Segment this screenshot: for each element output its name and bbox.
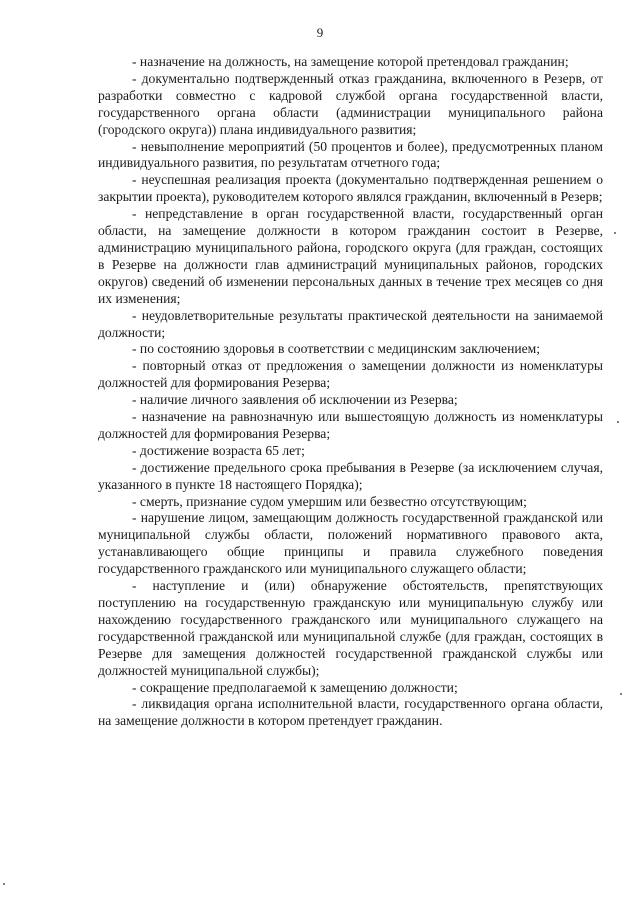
list-item: - повторный отказ от предложения о замещении должности из номенклатуры должностей для формирования Резерва; bbox=[98, 358, 603, 391]
page-number: 9 bbox=[316, 25, 324, 40]
list-item: - смерть, признание судом умершим или безвестно отсутствующим; bbox=[132, 493, 527, 509]
list-item: - наличие личного заявления об исключении из Резерва; bbox=[132, 392, 458, 408]
list-item: - по состоянию здоровья в соответствии с медицинским заключением; bbox=[132, 341, 541, 357]
list-item: - невыполнение мероприятий (50 процентов и более), предусмотренных планом индивидуального развития, по результатам отчетного года; bbox=[98, 138, 603, 171]
scan-speck bbox=[620, 693, 622, 695]
list-item: - документально подтвержденный отказ гражданина, включенного в Резерв, от разработки совместно с кадровой службой органа государственной власти, государственного органа области (администрации муниципального района (городского округа)) плана индивидуального развития; bbox=[98, 70, 603, 137]
list-item: - неудовлетворительные результаты практической деятельности на занимаемой должности; bbox=[98, 307, 603, 340]
list-item: - сокращение предполагаемой к замещению должности; bbox=[132, 679, 458, 695]
list-item: - достижение возраста 65 лет; bbox=[132, 442, 305, 458]
list-item: - нарушение лицом, замещающим должность государственной гражданской или муниципальной службы области, положений нормативного правового акта, устанавливающего общие принципы и правила служебного поведения государственного гражданского или муниципального служащего области; bbox=[98, 510, 603, 577]
list-item: - назначение на должность, на замещение которой претендовал гражданин; bbox=[132, 54, 569, 69]
scan-speck bbox=[3, 883, 5, 885]
list-item: - непредставление в орган государственной власти, государственный орган области, на замещение должности в котором гражданин состоит в Резерве, администрацию муниципального района, городского округа (для граждан, состоящих в Резерве на должности глав администраций муниципальных районов, городских округов) сведений об изменении персональных данных в течение трех месяцев со дня их изменения; bbox=[98, 206, 603, 306]
document-body bbox=[98, 54, 603, 730]
scan-speck bbox=[617, 421, 619, 423]
scan-speck bbox=[614, 232, 616, 234]
list-item: - достижение предельного срока пребывания в Резерве (за исключением случая, указанного в пункте 18 настоящего Порядка); bbox=[98, 459, 603, 492]
list-item: - наступление и (или) обнаружение обстоятельств, препятствующих поступлению на государственную гражданскую или муниципальную службу или нахождению государственного гражданского или муниципального служащего на государственной гражданской или муниципальной службе (для граждан, состоящих в Резерве для замещения должностей государственной гражданской службы или должностей муниципальной службы); bbox=[98, 578, 603, 678]
list-item: - ликвидация органа исполнительной власти, государственного органа области, на замещение должности в котором претендует гражданин. bbox=[98, 696, 603, 729]
list-item: - неуспешная реализация проекта (документально подтвержденная решением о закрытии проекта), руководителем которого являлся гражданин, включенный в Резерв; bbox=[98, 172, 603, 205]
list-item: - назначение на равнозначную или вышестоящую должность из номенклатуры должностей для формирования Резерва; bbox=[98, 409, 603, 441]
